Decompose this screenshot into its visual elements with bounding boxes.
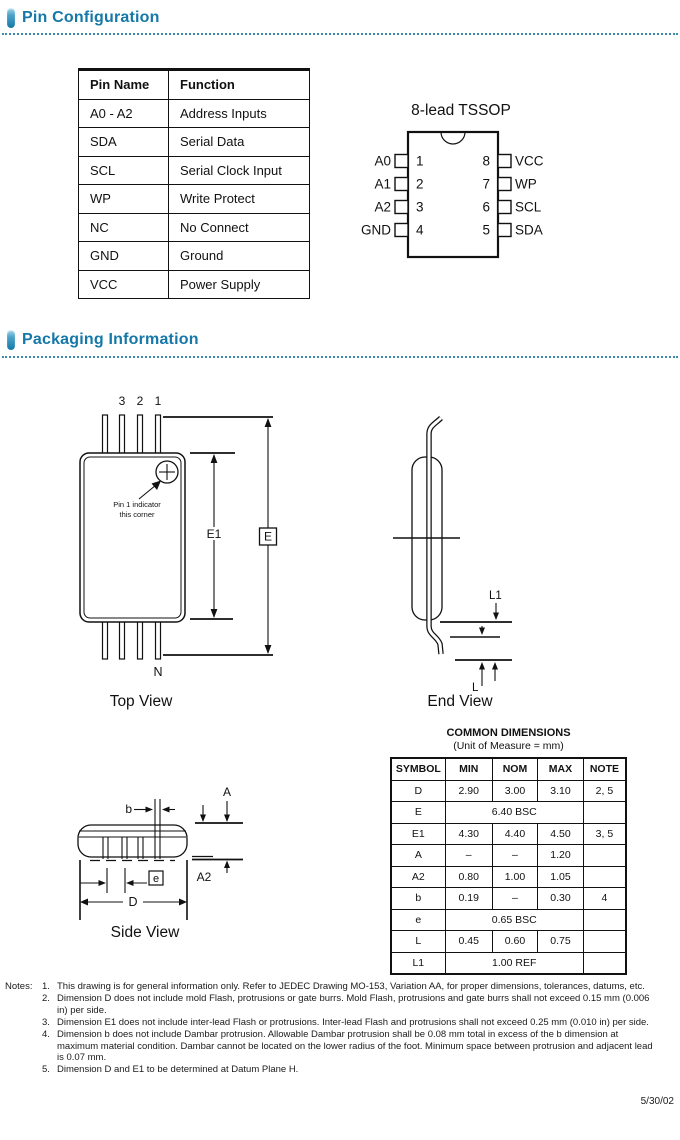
col-header-symbol: SYMBOL [391, 758, 445, 780]
pin-function-cell: Power Supply [169, 270, 310, 299]
col-header-function: Function [169, 70, 310, 100]
table-row [391, 888, 626, 910]
svg-text:5: 5 [482, 222, 490, 238]
side-view-drawing [50, 775, 340, 955]
col-header-note: NOTE [583, 758, 626, 780]
table-row [79, 270, 310, 299]
svg-text:VCC: VCC [515, 153, 544, 169]
symbol-cell: A2 [391, 866, 445, 888]
dim-L [455, 660, 512, 686]
dimensions-table-title: COMMON DIMENSIONS [446, 727, 571, 739]
note-item [42, 993, 657, 1017]
note-number: 5. [42, 1064, 50, 1076]
nom-cell: – [492, 845, 537, 867]
symbol-cell: A [391, 845, 445, 867]
tssop-pinout-diagram [350, 95, 590, 265]
note-text: This drawing is for general information only. Refer to JEDEC Drawing MO-153, Variation AA, for proper dimensions, tolerances, datums, etc. [57, 981, 645, 992]
dim-E-label: E [263, 529, 273, 544]
revision-date: 5/30/02 [640, 1096, 674, 1107]
note-cell [583, 909, 626, 931]
note-number: 2. [42, 992, 50, 1004]
end-view-drawing [385, 388, 560, 718]
symbol-cell: D [391, 780, 445, 802]
top-view-caption: Top View [109, 693, 173, 710]
pin-name-cell: GND [79, 242, 169, 271]
note-text: Dimension D and E1 to be determined at Datum Plane H. [57, 1064, 299, 1076]
pin-pads [395, 155, 511, 237]
pin-numbers-left [416, 154, 424, 238]
min-cell: 0.45 [445, 931, 492, 953]
svg-text:WP: WP [515, 176, 537, 192]
col-header-nom: NOM [492, 758, 537, 780]
pin1-indicator-label: Pin 1 indicator [113, 500, 161, 509]
table-row [79, 128, 310, 157]
pin-function-cell: Ground [169, 242, 310, 271]
dim-A-label: A [222, 785, 232, 799]
section-title: Pin Configuration [22, 9, 160, 26]
pin-function-cell: No Connect [169, 213, 310, 242]
pin-name-cell: SDA [79, 128, 169, 157]
span-value-cell: 0.65 BSC [445, 909, 583, 931]
dim-e-label: e [152, 873, 160, 885]
min-cell: 0.19 [445, 888, 492, 910]
dim-A [195, 801, 243, 823]
note-cell [583, 802, 626, 824]
dim-L-label: L [472, 682, 479, 694]
max-cell: 0.30 [538, 888, 584, 910]
common-dimensions-block [390, 727, 627, 975]
table-row [391, 931, 626, 953]
span-value-cell: 1.00 REF [445, 952, 583, 974]
dimensions-table [390, 757, 627, 975]
pin-name-cell: SCL [79, 156, 169, 185]
package-title: 8-lead TSSOP [411, 102, 511, 119]
nom-cell: 0.60 [492, 931, 537, 953]
pin-labels-right [515, 154, 544, 238]
symbol-cell: L1 [391, 952, 445, 974]
max-cell: 1.05 [538, 866, 584, 888]
note-cell [583, 952, 626, 974]
section-bullet-icon [7, 8, 15, 28]
table-row [79, 242, 310, 271]
svg-text:SCL: SCL [515, 199, 542, 215]
symbol-cell: E [391, 802, 445, 824]
table-row [391, 845, 626, 867]
side-view-caption: Side View [110, 924, 180, 941]
pin-function-cell: Serial Data [169, 128, 310, 157]
note-cell [583, 845, 626, 867]
dimensions-table-subtitle: (Unit of Measure = mm) [453, 740, 564, 752]
notes-list [42, 981, 657, 1076]
svg-text:1: 1 [416, 153, 424, 169]
note-item [42, 981, 657, 993]
note-number: 1. [42, 981, 50, 992]
dim-e [80, 868, 147, 893]
table-row [79, 213, 310, 242]
col-header-pin-name: Pin Name [79, 70, 169, 100]
svg-text:7: 7 [482, 176, 490, 192]
note-text: Dimension D does not include mold Flash, protrusions or gate burrs. Mold Flash, protrusions and gate burrs shall not exceed 0.15 mm (0.006 in) per side. [57, 992, 650, 1016]
min-cell: 4.30 [445, 823, 492, 845]
pin-name-cell: WP [79, 185, 169, 214]
nom-cell: 1.00 [492, 866, 537, 888]
pin-function-table [78, 68, 310, 299]
svg-text:6: 6 [482, 199, 490, 215]
pin1-indicator-label2: this corner [119, 510, 155, 519]
note-cell [583, 866, 626, 888]
pin-numbers-right [482, 154, 490, 238]
table-row [391, 823, 626, 845]
pin-name-cell: VCC [79, 270, 169, 299]
col-header-max: MAX [538, 758, 584, 780]
note-cell: 4 [583, 888, 626, 910]
note-cell: 3, 5 [583, 823, 626, 845]
section-bullet-icon [7, 330, 15, 350]
note-cell: 2, 5 [583, 780, 626, 802]
table-row [391, 780, 626, 802]
svg-text:4: 4 [416, 222, 424, 238]
note-item [42, 1017, 657, 1029]
pin-labels-left [361, 154, 391, 238]
svg-text:SDA: SDA [515, 222, 543, 238]
section-header-pin-configuration [7, 8, 160, 28]
symbol-cell: b [391, 888, 445, 910]
dim-L1 [440, 603, 512, 637]
package-body [408, 132, 498, 257]
symbol-cell: L [391, 931, 445, 953]
symbol-cell: e [391, 909, 445, 931]
svg-text:2: 2 [136, 394, 144, 408]
note-item [42, 1064, 657, 1076]
table-header-row [391, 758, 626, 780]
note-text: Dimension b does not include Dambar protrusion. Allowable Dambar protrusion shall be 0.08 mm total in excess of the b dimension at maximum material condition. Dambar cannot be located on the lower radius of the foot. Minimum space between protrusion and adjacent lead is 0.07 mm. [57, 1028, 653, 1064]
table-row [391, 952, 626, 974]
pin-function-cell: Address Inputs [169, 99, 310, 128]
svg-text:3: 3 [118, 394, 126, 408]
dim-D [80, 860, 187, 920]
pin1-notch [441, 132, 465, 144]
section-header-packaging-information [7, 330, 199, 350]
dim-b-label: b [125, 802, 132, 816]
table-row [79, 185, 310, 214]
svg-text:A2: A2 [374, 199, 391, 215]
package-body-outer [80, 453, 185, 622]
notes-block [5, 981, 671, 1076]
dim-L1-label: L1 [489, 590, 502, 602]
max-cell: 3.10 [538, 780, 584, 802]
top-view-drawing [60, 388, 310, 718]
col-header-min: MIN [445, 758, 492, 780]
dim-A2-label: A2 [196, 870, 212, 884]
dim-E1-label: E1 [206, 527, 222, 541]
package-body-side [78, 825, 187, 857]
note-text: Dimension E1 does not include inter-lead Flash or protrusions. Inter-lead Flash and protrusions shall not exceed 0.25 mm (0.010 in) per side. [57, 1016, 649, 1028]
svg-text:A0: A0 [374, 153, 391, 169]
section-title: Packaging Information [22, 331, 199, 348]
table-row [391, 909, 626, 931]
note-item [42, 1029, 657, 1065]
min-cell: 2.90 [445, 780, 492, 802]
svg-text:1: 1 [154, 394, 162, 408]
svg-text:A1: A1 [374, 176, 391, 192]
max-cell: 4.50 [538, 823, 584, 845]
min-cell: 0.80 [445, 866, 492, 888]
nom-cell: 3.00 [492, 780, 537, 802]
note-cell [583, 931, 626, 953]
pin-function-cell: Write Protect [169, 185, 310, 214]
dotted-separator [2, 356, 678, 358]
span-value-cell: 6.40 BSC [445, 802, 583, 824]
svg-text:GND: GND [361, 222, 391, 238]
pin-count-label: N [153, 665, 163, 679]
note-number: 3. [42, 1016, 50, 1028]
top-pin-number-labels [119, 394, 162, 408]
note-number: 4. [42, 1028, 50, 1040]
max-cell: 1.20 [538, 845, 584, 867]
table-row [391, 802, 626, 824]
svg-text:8: 8 [482, 153, 490, 169]
pin-name-cell: NC [79, 213, 169, 242]
svg-text:2: 2 [416, 176, 424, 192]
pin-name-cell: A0 - A2 [79, 99, 169, 128]
notes-label: Notes: [5, 981, 33, 992]
end-view-caption: End View [427, 693, 493, 710]
table-header-row [79, 70, 310, 100]
table-row [391, 866, 626, 888]
min-cell: – [445, 845, 492, 867]
dotted-separator [2, 33, 678, 35]
nom-cell: 4.40 [492, 823, 537, 845]
dim-D-label: D [128, 895, 138, 909]
table-row [79, 99, 310, 128]
symbol-cell: E1 [391, 823, 445, 845]
svg-text:3: 3 [416, 199, 424, 215]
nom-cell: – [492, 888, 537, 910]
table-row [79, 156, 310, 185]
max-cell: 0.75 [538, 931, 584, 953]
pin-function-cell: Serial Clock Input [169, 156, 310, 185]
